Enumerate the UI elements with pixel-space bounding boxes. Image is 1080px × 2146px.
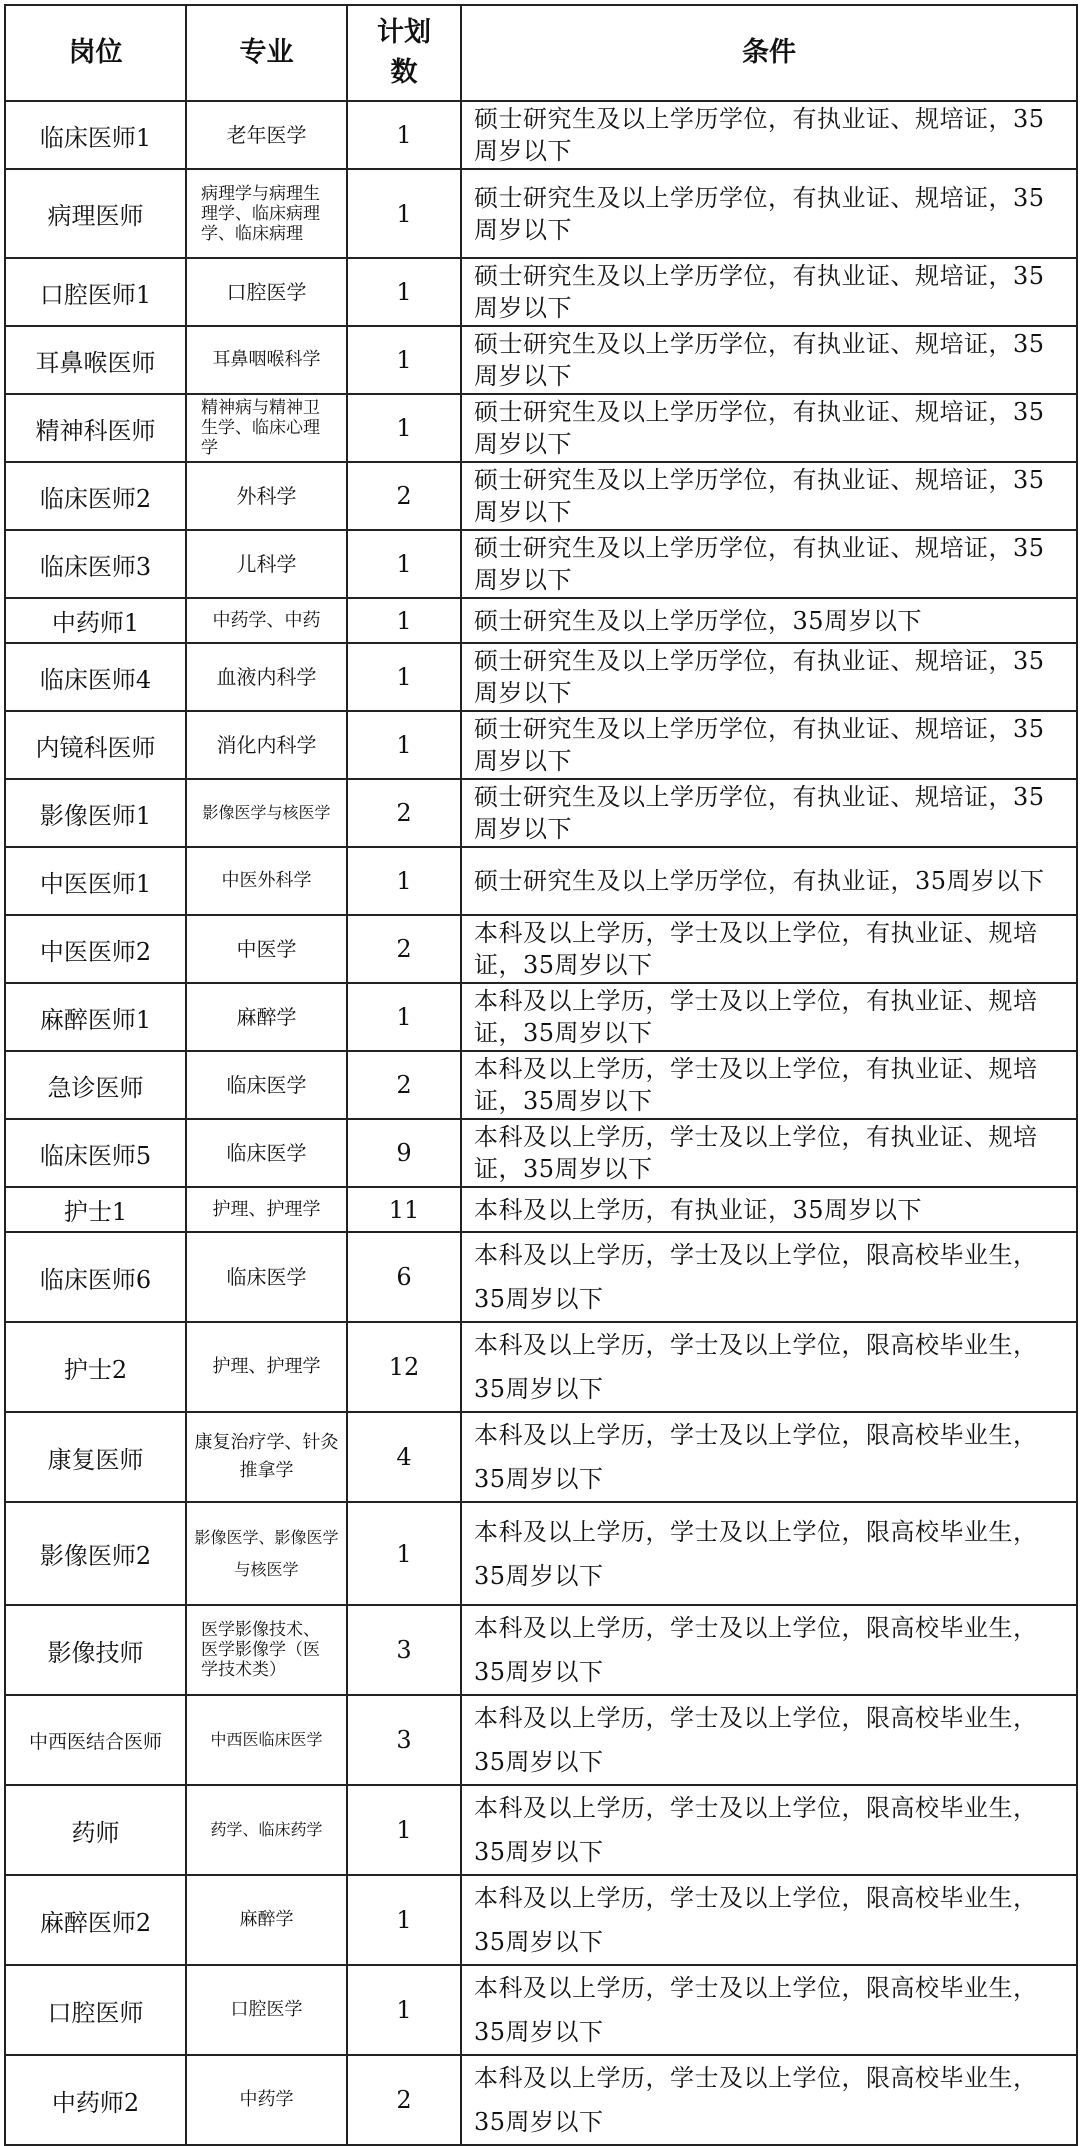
cell-post: 临床医师1 [5, 101, 186, 169]
cell-count: 3 [347, 1605, 461, 1695]
cell-post: 临床医师5 [5, 1119, 186, 1187]
cell-condition: 本科及以上学历，学士及以上学位，限高校毕业生，35周岁以下 [461, 1695, 1077, 1785]
cell-condition: 硕士研究生及以上学历学位，有执业证，35周岁以下 [461, 847, 1077, 915]
cell-major: 护理、护理学 [186, 1187, 347, 1232]
table-row [5, 983, 1077, 1051]
cell-condition: 本科及以上学历，学士及以上学位，有执业证、规培证，35周岁以下 [461, 1051, 1077, 1119]
cell-condition: 本科及以上学历，学士及以上学位，限高校毕业生，35周岁以下 [461, 1322, 1077, 1412]
table-row [5, 1119, 1077, 1187]
cell-post: 中医医师2 [5, 915, 186, 983]
table-row [5, 1187, 1077, 1232]
cell-major: 儿科学 [186, 530, 347, 598]
table-row [5, 258, 1077, 326]
cell-post: 口腔医师 [5, 1965, 186, 2055]
table-row [5, 598, 1077, 643]
table-row [5, 169, 1077, 258]
cell-major: 中医学 [186, 915, 347, 983]
cell-major: 影像医学、影像医学与核医学 [186, 1502, 347, 1605]
table-row [5, 101, 1077, 169]
cell-post: 护士2 [5, 1322, 186, 1412]
cell-condition: 本科及以上学历，学士及以上学位，限高校毕业生，35周岁以下 [461, 1502, 1077, 1605]
cell-condition: 硕士研究生及以上学历学位，有执业证、规培证，35周岁以下 [461, 711, 1077, 779]
header-count: 计划 数 [347, 5, 461, 101]
cell-count: 1 [347, 258, 461, 326]
cell-post: 药师 [5, 1785, 186, 1875]
cell-post: 临床医师2 [5, 462, 186, 530]
cell-condition: 本科及以上学历，学士及以上学位，限高校毕业生，35周岁以下 [461, 1605, 1077, 1695]
table-row [5, 779, 1077, 847]
cell-major: 医学影像技术、医学影像学（医学技术类） [186, 1605, 347, 1695]
cell-count: 2 [347, 915, 461, 983]
cell-major: 中医外科学 [186, 847, 347, 915]
cell-count: 12 [347, 1322, 461, 1412]
header-post: 岗位 [5, 5, 186, 101]
cell-count: 6 [347, 1232, 461, 1322]
cell-post: 临床医师4 [5, 643, 186, 711]
cell-count: 1 [347, 326, 461, 394]
cell-condition: 硕士研究生及以上学历学位，有执业证、规培证，35周岁以下 [461, 394, 1077, 462]
cell-post: 影像医师2 [5, 1502, 186, 1605]
cell-count: 1 [347, 1875, 461, 1965]
cell-post: 精神科医师 [5, 394, 186, 462]
table-row [5, 530, 1077, 598]
cell-post: 中药师2 [5, 2055, 186, 2145]
cell-post: 耳鼻喉医师 [5, 326, 186, 394]
table-row [5, 711, 1077, 779]
cell-count: 11 [347, 1187, 461, 1232]
cell-count: 1 [347, 983, 461, 1051]
table-row [5, 1695, 1077, 1785]
table-row [5, 1322, 1077, 1412]
cell-condition: 硕士研究生及以上学历学位，有执业证、规培证，35周岁以下 [461, 779, 1077, 847]
cell-major: 临床医学 [186, 1051, 347, 1119]
cell-count: 1 [347, 1785, 461, 1875]
cell-count: 4 [347, 1412, 461, 1502]
cell-post: 急诊医师 [5, 1051, 186, 1119]
cell-post: 中医医师1 [5, 847, 186, 915]
table-row [5, 1605, 1077, 1695]
table-row [5, 1875, 1077, 1965]
cell-major: 麻醉学 [186, 983, 347, 1051]
table-header-row [5, 5, 1077, 101]
cell-count: 1 [347, 530, 461, 598]
table-row [5, 1502, 1077, 1605]
cell-post: 影像技师 [5, 1605, 186, 1695]
table-row [5, 847, 1077, 915]
cell-condition: 本科及以上学历，学士及以上学位，有执业证、规培证，35周岁以下 [461, 983, 1077, 1051]
cell-major: 麻醉学 [186, 1875, 347, 1965]
table-row [5, 643, 1077, 711]
cell-count: 1 [347, 711, 461, 779]
cell-major: 影像医学与核医学 [186, 779, 347, 847]
cell-condition: 本科及以上学历，有执业证，35周岁以下 [461, 1187, 1077, 1232]
cell-condition: 本科及以上学历，学士及以上学位，限高校毕业生，35周岁以下 [461, 1232, 1077, 1322]
table-row [5, 1412, 1077, 1502]
cell-condition: 硕士研究生及以上学历学位，有执业证、规培证，35周岁以下 [461, 643, 1077, 711]
cell-count: 2 [347, 2055, 461, 2145]
cell-count: 3 [347, 1695, 461, 1785]
cell-major: 口腔医学 [186, 1965, 347, 2055]
cell-major: 临床医学 [186, 1119, 347, 1187]
cell-condition: 硕士研究生及以上学历学位，有执业证、规培证，35周岁以下 [461, 462, 1077, 530]
cell-condition: 硕士研究生及以上学历学位，有执业证、规培证，35周岁以下 [461, 169, 1077, 258]
cell-count: 1 [347, 847, 461, 915]
cell-major: 精神病与精神卫生学、临床心理学 [186, 394, 347, 462]
cell-major: 老年医学 [186, 101, 347, 169]
table-row [5, 1965, 1077, 2055]
cell-post: 病理医师 [5, 169, 186, 258]
table-row [5, 2055, 1077, 2145]
cell-major: 血液内科学 [186, 643, 347, 711]
cell-count: 2 [347, 779, 461, 847]
table-row [5, 462, 1077, 530]
cell-post: 内镜科医师 [5, 711, 186, 779]
cell-major: 消化内科学 [186, 711, 347, 779]
cell-post: 中西医结合医师 [5, 1695, 186, 1785]
cell-condition: 本科及以上学历，学士及以上学位，限高校毕业生，35周岁以下 [461, 2055, 1077, 2145]
cell-post: 康复医师 [5, 1412, 186, 1502]
cell-condition: 本科及以上学历，学士及以上学位，限高校毕业生，35周岁以下 [461, 1412, 1077, 1502]
cell-major: 病理学与病理生理学、临床病理学、临床病理 [186, 169, 347, 258]
cell-condition: 硕士研究生及以上学历学位，有执业证、规培证，35周岁以下 [461, 326, 1077, 394]
cell-major: 中西医临床医学 [186, 1695, 347, 1785]
cell-condition: 硕士研究生及以上学历学位，有执业证、规培证，35周岁以下 [461, 258, 1077, 326]
cell-post: 影像医师1 [5, 779, 186, 847]
table-row [5, 1051, 1077, 1119]
cell-condition: 本科及以上学历，学士及以上学位，有执业证、规培证，35周岁以下 [461, 1119, 1077, 1187]
cell-post: 临床医师6 [5, 1232, 186, 1322]
cell-condition: 本科及以上学历，学士及以上学位，限高校毕业生，35周岁以下 [461, 1965, 1077, 2055]
cell-condition: 硕士研究生及以上学历学位，有执业证、规培证，35周岁以下 [461, 530, 1077, 598]
cell-count: 1 [347, 169, 461, 258]
cell-post: 护士1 [5, 1187, 186, 1232]
cell-major: 中药学 [186, 2055, 347, 2145]
cell-major: 口腔医学 [186, 258, 347, 326]
cell-post: 麻醉医师1 [5, 983, 186, 1051]
recruitment-table-container [4, 4, 1078, 2146]
cell-major: 外科学 [186, 462, 347, 530]
cell-major: 耳鼻咽喉科学 [186, 326, 347, 394]
cell-count: 2 [347, 462, 461, 530]
cell-post: 临床医师3 [5, 530, 186, 598]
cell-count: 1 [347, 598, 461, 643]
cell-post: 中药师1 [5, 598, 186, 643]
cell-major: 护理、护理学 [186, 1322, 347, 1412]
header-condition: 条件 [461, 5, 1077, 101]
cell-major: 中药学、中药 [186, 598, 347, 643]
cell-condition: 硕士研究生及以上学历学位，有执业证、规培证，35周岁以下 [461, 101, 1077, 169]
cell-count: 1 [347, 643, 461, 711]
cell-condition: 本科及以上学历，学士及以上学位，有执业证、规培证，35周岁以下 [461, 915, 1077, 983]
cell-major: 临床医学 [186, 1232, 347, 1322]
cell-count: 2 [347, 1051, 461, 1119]
cell-post: 麻醉医师2 [5, 1875, 186, 1965]
cell-count: 1 [347, 101, 461, 169]
header-major: 专业 [186, 5, 347, 101]
cell-major: 康复治疗学、针灸推拿学 [186, 1412, 347, 1502]
cell-count: 1 [347, 394, 461, 462]
recruitment-table [4, 4, 1078, 2146]
table-row [5, 1785, 1077, 1875]
cell-count: 1 [347, 1502, 461, 1605]
table-row [5, 915, 1077, 983]
cell-count: 9 [347, 1119, 461, 1187]
cell-count: 1 [347, 1965, 461, 2055]
cell-condition: 硕士研究生及以上学历学位，35周岁以下 [461, 598, 1077, 643]
cell-condition: 本科及以上学历，学士及以上学位，限高校毕业生，35周岁以下 [461, 1875, 1077, 1965]
table-row [5, 326, 1077, 394]
table-row [5, 394, 1077, 462]
cell-major: 药学、临床药学 [186, 1785, 347, 1875]
table-row [5, 1232, 1077, 1322]
cell-post: 口腔医师1 [5, 258, 186, 326]
cell-condition: 本科及以上学历，学士及以上学位，限高校毕业生，35周岁以下 [461, 1785, 1077, 1875]
